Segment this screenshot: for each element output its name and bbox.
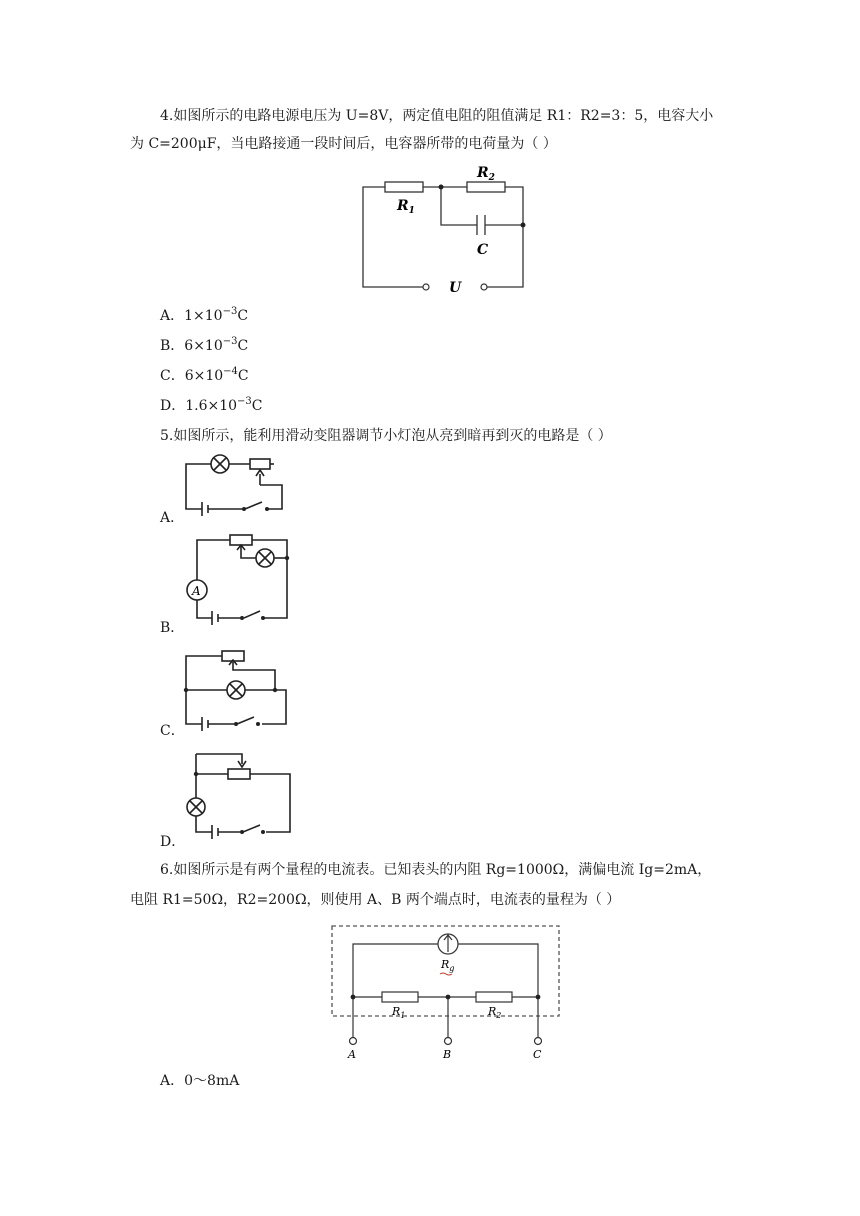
- option-letter: C．: [160, 368, 185, 384]
- q4-stem-line1: 4.如图所示的电路电源电压为 U=8V，两定值电阻的阻值满足 R1：R2=3：5，电容大小: [160, 108, 714, 124]
- option-value: 6×10: [184, 338, 223, 354]
- q5-circuit-a: [180, 452, 290, 522]
- q4-option-a: [160, 307, 248, 327]
- option-unit: C: [237, 308, 249, 324]
- q5-circuit-b-svg: [182, 530, 297, 625]
- option-letter: D．: [160, 398, 186, 414]
- q6-terminal-c-label: C: [533, 1048, 542, 1061]
- q4-circuit-svg: [355, 160, 540, 300]
- q6-r2-label: $R_2$: [488, 1005, 502, 1020]
- q4-option-d: [160, 397, 263, 417]
- q5-circuit-a-svg: [180, 452, 290, 522]
- option-letter: A．: [160, 1073, 185, 1089]
- option-exponent: −3: [222, 306, 238, 317]
- option-text: 0～8mA: [184, 1073, 240, 1089]
- q6-stem-line1: 6.如图所示是有两个量程的电流表。已知表头的内阻 Rg=1000Ω，满偏电流 Ig=2mA，: [160, 862, 712, 878]
- option-unit: C: [251, 398, 263, 414]
- q5-circuit-c-svg: [180, 648, 295, 728]
- q6-r1-label: $R_1$: [392, 1005, 406, 1020]
- option-exponent: −3: [237, 396, 252, 407]
- option-unit: C: [237, 338, 249, 354]
- q6-stem-line2: 电阻 R1=50Ω，R2=200Ω，则使用 A、B 两个端点时，电流表的量程为（ ）: [130, 892, 621, 908]
- q4-u-label: U: [449, 280, 462, 296]
- option-letter: A．: [160, 308, 185, 324]
- q4-c-label: C: [477, 242, 489, 258]
- q4-option-c: [160, 367, 249, 387]
- q5-option-d-label: D．: [160, 834, 186, 850]
- q4-r2-label: $R_2$: [477, 165, 495, 183]
- q6-terminal-b-label: B: [443, 1048, 452, 1061]
- option-letter: B．: [160, 338, 185, 354]
- option-exponent: −4: [223, 366, 238, 377]
- q6-rg-label: $R_g$: [441, 958, 455, 973]
- q4-circuit-diagram: [355, 160, 540, 300]
- q5-stem-line1: 5.如图所示，能利用滑动变阻器调节小灯泡从亮到暗再到灭的电路是（ ）: [160, 428, 612, 444]
- q4-option-b: [160, 337, 248, 357]
- q5-option-b-label: B．: [160, 620, 185, 636]
- option-value: 6×10: [184, 368, 224, 384]
- q6-circuit-svg: [328, 922, 563, 1062]
- q5-circuit-b: [182, 530, 297, 625]
- q5-circuit-d-svg: [182, 748, 297, 840]
- option-value: 1×10: [184, 308, 223, 324]
- option-exponent: −3: [222, 336, 238, 347]
- q6-terminal-a-label: A: [348, 1048, 356, 1061]
- q5-ammeter-label: A: [192, 584, 201, 598]
- option-value: 1.6×10: [185, 398, 238, 414]
- q4-r1-label: $R_1$: [397, 198, 415, 216]
- q5-option-c-label: C．: [160, 723, 185, 739]
- q6-circuit-diagram: [328, 922, 563, 1062]
- q6-option-a: [160, 1072, 239, 1090]
- option-unit: C: [237, 368, 249, 384]
- q5-option-a-label: A．: [160, 510, 185, 526]
- q5-circuit-c: [180, 648, 295, 728]
- q4-stem-line2: 为 C=200μF，当电路接通一段时间后，电容器所带的电荷量为（ ）: [130, 136, 557, 152]
- q5-circuit-d: [182, 748, 297, 840]
